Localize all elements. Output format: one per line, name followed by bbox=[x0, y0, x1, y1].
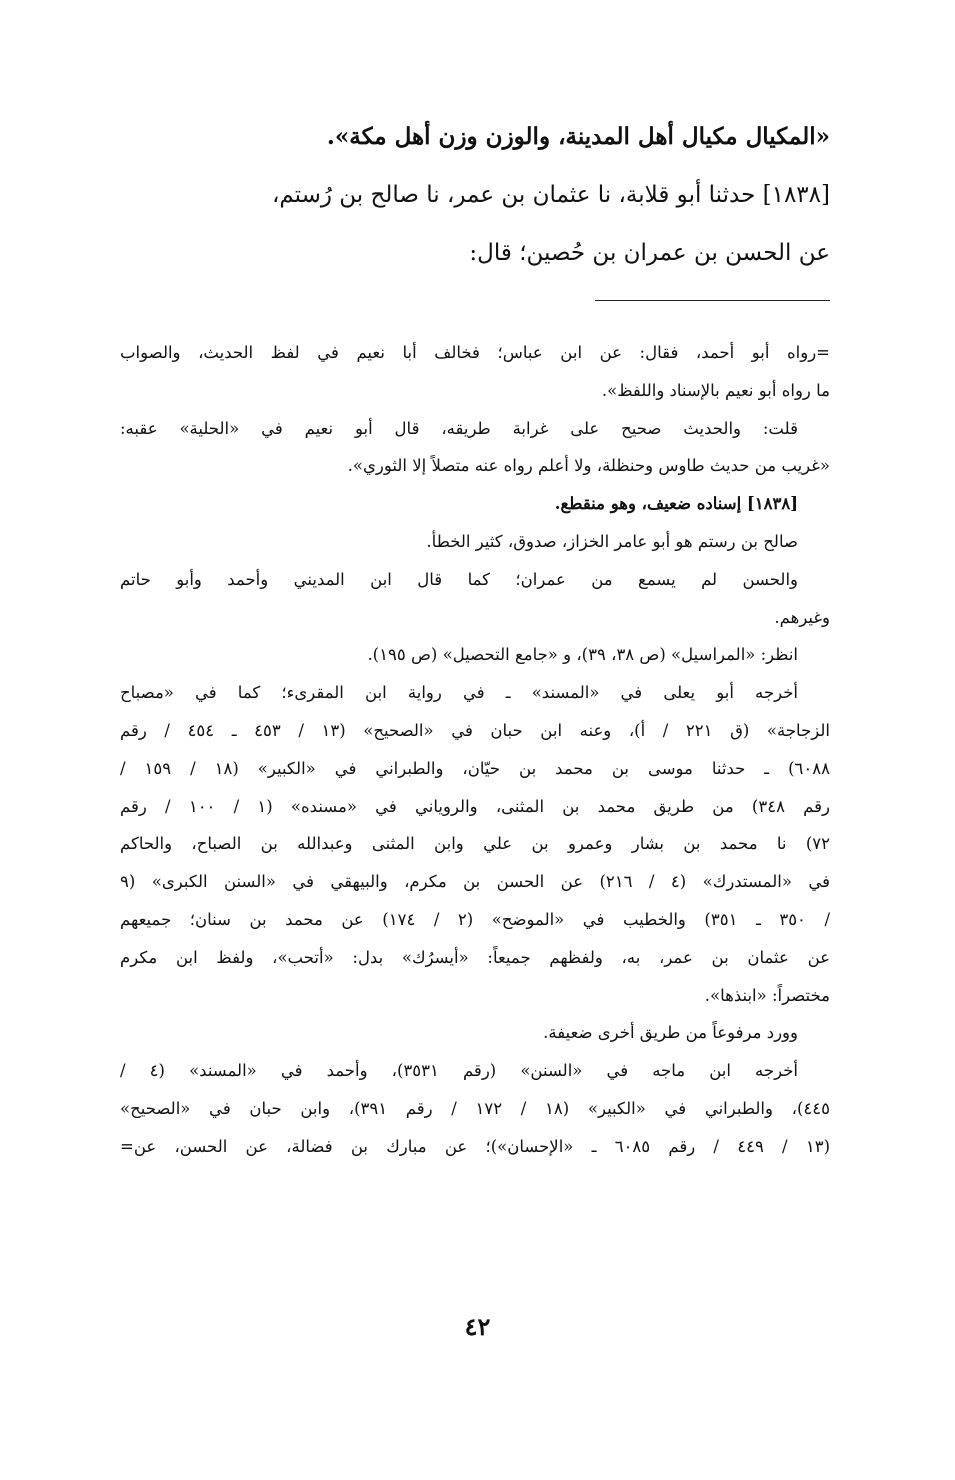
footnote-line: وغيرهم. bbox=[774, 607, 830, 627]
footnote-line: (١٣ / ٤٤٩ / رقم ٦٠٨٥ ـ «الإحسان»)؛ عن مبارك بن فضالة، عن الحسن، عن= bbox=[120, 1136, 830, 1156]
page-number: ٤٢ bbox=[464, 1312, 491, 1341]
footnote-line: مختصراً: «ابنذها». bbox=[704, 985, 830, 1005]
footnote-divider bbox=[595, 300, 830, 301]
footnote-line: أخرجه ابن ماجه في «السنن» (رقم ٣٥٣١)، وأحمد في «المسند» (٤ / bbox=[120, 1061, 798, 1081]
footnote-line: ما رواه أبو نعيم بالإسناد واللفظ». bbox=[601, 380, 830, 400]
footnote-line: والحسن لم يسمع من عمران؛ كما قال ابن المديني وأحمد وأبو حاتم bbox=[120, 569, 798, 589]
footnote-line: / ٣٥٠ ـ ٣٥١) والخطيب في «الموضح» (٢ / ١٧٤) عن محمد بن سنان؛ جميعهم bbox=[120, 909, 830, 929]
footnote-line: الزجاجة» (ق ٢٢١ / أ)، وعنه ابن حبان في «الصحيح» (١٣ / ٤٥٣ ـ ٤٥٤ / رقم bbox=[120, 720, 830, 740]
hadith-isnad-line: [١٨٣٨] حدثنا أبو قلابة، نا عثمان بن عمر، نا صالح بن رُستم، bbox=[271, 182, 830, 208]
footnote-line: انظر: «المراسيل» (ص ٣٨، ٣٩)، و «جامع التحصيل» (ص ١٩٥). bbox=[367, 645, 798, 665]
footnote-line: ٧٢) نا محمد بن بشار وعمرو بن علي وابن المثنى وعبدالله بن الصباح، والحاكم bbox=[120, 834, 830, 854]
footnotes bbox=[120, 334, 830, 1166]
footnote-line: رقم ٣٤٨) من طريق محمد بن المثنى، والروياني في «مسنده» (١ / ١٠٠ / رقم bbox=[120, 796, 830, 816]
footnote-line: =رواه أبو أحمد، فقال: عن ابن عباس؛ فخالف أبا نعيم في لفظ الحديث، والصواب bbox=[120, 343, 830, 362]
footnote-line: ٦٠٨٨) ـ حدثنا موسى بن محمد بن حيّان، والطبراني في «الكبير» (١٨ / ١٥٩ / bbox=[120, 758, 830, 778]
footnote-line: عن عثمان بن عمر، به، ولفظهم جميعاً: «أيسرُك» بدل: «أتحب»، ولفظ ابن مكرم bbox=[120, 947, 830, 967]
footnote-heading: [١٨٣٨] إسناده ضعيف، وهو منقطع. bbox=[554, 494, 798, 514]
footnote-line: وورد مرفوعاً من طريق أخرى ضعيفة. bbox=[543, 1023, 798, 1043]
footnote-line: صالح بن رستم هو أبو عامر الخزاز، صدوق، كثير الخطأ. bbox=[426, 531, 798, 551]
footnote-line: «غريب من حديث طاوس وحنظلة، ولا أعلم رواه عنه متصلاً إلا الثوري». bbox=[347, 456, 830, 476]
footnote-line: قلت: والحديث صحيح على غرابة طريقه، قال أبو نعيم في «الحلية» عقبه: bbox=[120, 418, 798, 438]
footnote-line: في «المستدرك» (٤ / ٢١٦) عن الحسن بن مكرم، والبيهقي في «السنن الكبرى» (٩ bbox=[120, 872, 830, 892]
footnote-line: أخرجه أبو يعلى في «المسند» ـ في رواية ابن المقرىء؛ كما في «مصباح bbox=[120, 683, 798, 703]
hadith-isnad-line: عن الحسن بن عمران بن حُصين؛ قال: bbox=[469, 240, 830, 266]
hadith-text-line: «المكيال مكيال أهل المدينة، والوزن وزن أهل مكة». bbox=[326, 123, 830, 150]
main-text bbox=[120, 108, 830, 282]
footnote-line: ٤٤٥)، والطبراني في «الكبير» (١٨ / ١٧٢ / رقم ٣٩١)، وابن حبان في «الصحيح» bbox=[120, 1098, 830, 1118]
